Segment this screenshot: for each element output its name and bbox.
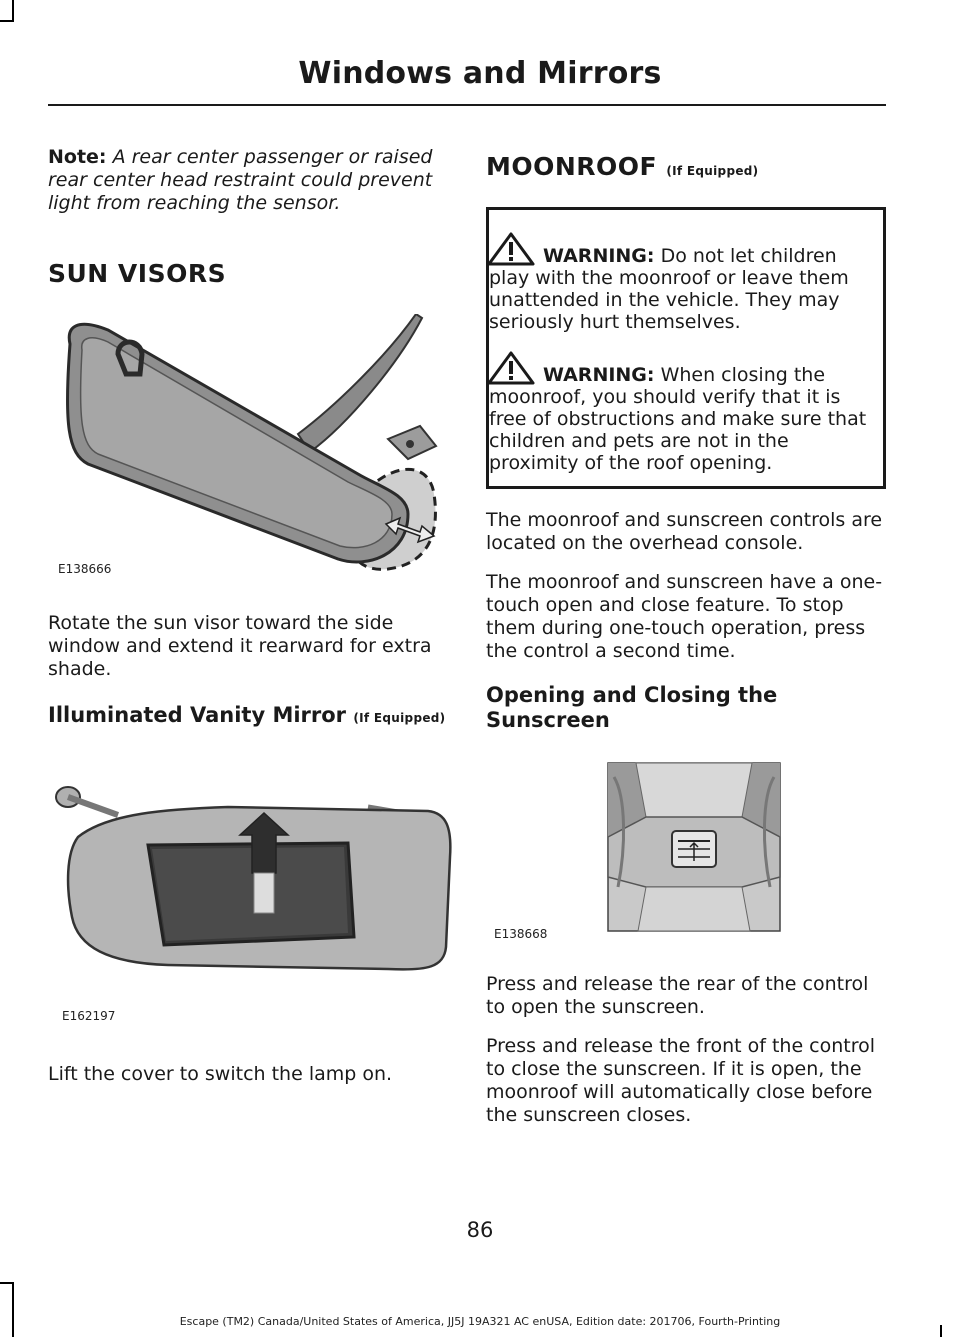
- if-equipped-tag: (If Equipped): [353, 711, 446, 725]
- vanity-heading-text: Illuminated Vanity Mirror: [48, 703, 347, 727]
- open-sunscreen-paragraph: Press and release the rear of the control to open the sunscreen.: [486, 973, 869, 1018]
- warning-paragraph: [489, 351, 873, 474]
- page-footer: Escape (TM2) Canada/United States of America, JJ5J 19A321 AC enUSA, Edition date: 201706, Fourth-Printing: [179, 1315, 781, 1328]
- note-text: A rear center passenger or raised rear center head restraint could prevent light from reaching the sensor.: [48, 146, 433, 214]
- close-sunscreen-paragraph: Press and release the front of the control to close the sunscreen. If it is open, the moonroof will automatically close before the sunscreen closes.: [486, 1035, 876, 1126]
- sun-visor-illustration: [48, 314, 452, 594]
- note-paragraph: [48, 146, 452, 215]
- vanity-mirror-figure: [48, 757, 452, 1037]
- crop-mark: [12, 1282, 14, 1337]
- note-label: Note:: [48, 146, 107, 168]
- moonroof-heading: [486, 152, 886, 181]
- sun-visor-figure: [48, 314, 452, 594]
- one-touch-paragraph: The moonroof and sunscreen have a one-touch open and close feature. To stop them during one-touch operation, press the control a second time.: [486, 571, 883, 662]
- sun-visors-heading: SUN VISORS: [48, 259, 227, 288]
- figure-code: E162197: [62, 1009, 116, 1023]
- warning-paragraph: [489, 232, 873, 333]
- warning-triangle-icon: [489, 232, 535, 266]
- crop-mark: [12, 0, 14, 22]
- sunscreen-figure: [486, 757, 886, 953]
- moonroof-heading-text: MOONROOF: [486, 152, 658, 181]
- sunscreen-control-illustration: [486, 757, 886, 953]
- if-equipped-tag: (If Equipped): [666, 164, 759, 178]
- vanity-mirror-paragraph: Lift the cover to switch the lamp on.: [48, 1063, 393, 1085]
- right-column: [486, 146, 886, 1127]
- vanity-mirror-illustration: [48, 757, 452, 1037]
- page-number: 86: [466, 1218, 494, 1242]
- warning-text: When closing the moonroof, you should verify that it is free of obstructions and make sure that children and pets are not in the proximity of the roof opening.: [489, 364, 867, 474]
- warning-label: WARNING:: [543, 364, 655, 386]
- warning-label: WARNING:: [543, 245, 655, 267]
- controls-paragraph: The moonroof and sunscreen controls are located on the overhead console.: [486, 509, 883, 554]
- page-header-title: Windows and Mirrors: [298, 56, 662, 91]
- warning-box: [486, 207, 886, 489]
- sunscreen-heading: Opening and Closing the Sunscreen: [486, 683, 778, 732]
- crop-mark: [0, 20, 14, 22]
- figure-code: E138666: [58, 562, 112, 576]
- vanity-mirror-heading: [48, 703, 452, 731]
- figure-code: E138668: [494, 927, 548, 941]
- crop-mark: [0, 1282, 14, 1284]
- warning-text: Do not let children play with the moonroof or leave them unattended in the vehicle. They may seriously hurt themselves.: [489, 245, 849, 333]
- header-rule: [48, 104, 886, 106]
- left-column: [48, 146, 452, 1086]
- sun-visor-paragraph: Rotate the sun visor toward the side window and extend it rearward for extra shade.: [48, 612, 432, 680]
- warning-triangle-icon: [489, 351, 535, 385]
